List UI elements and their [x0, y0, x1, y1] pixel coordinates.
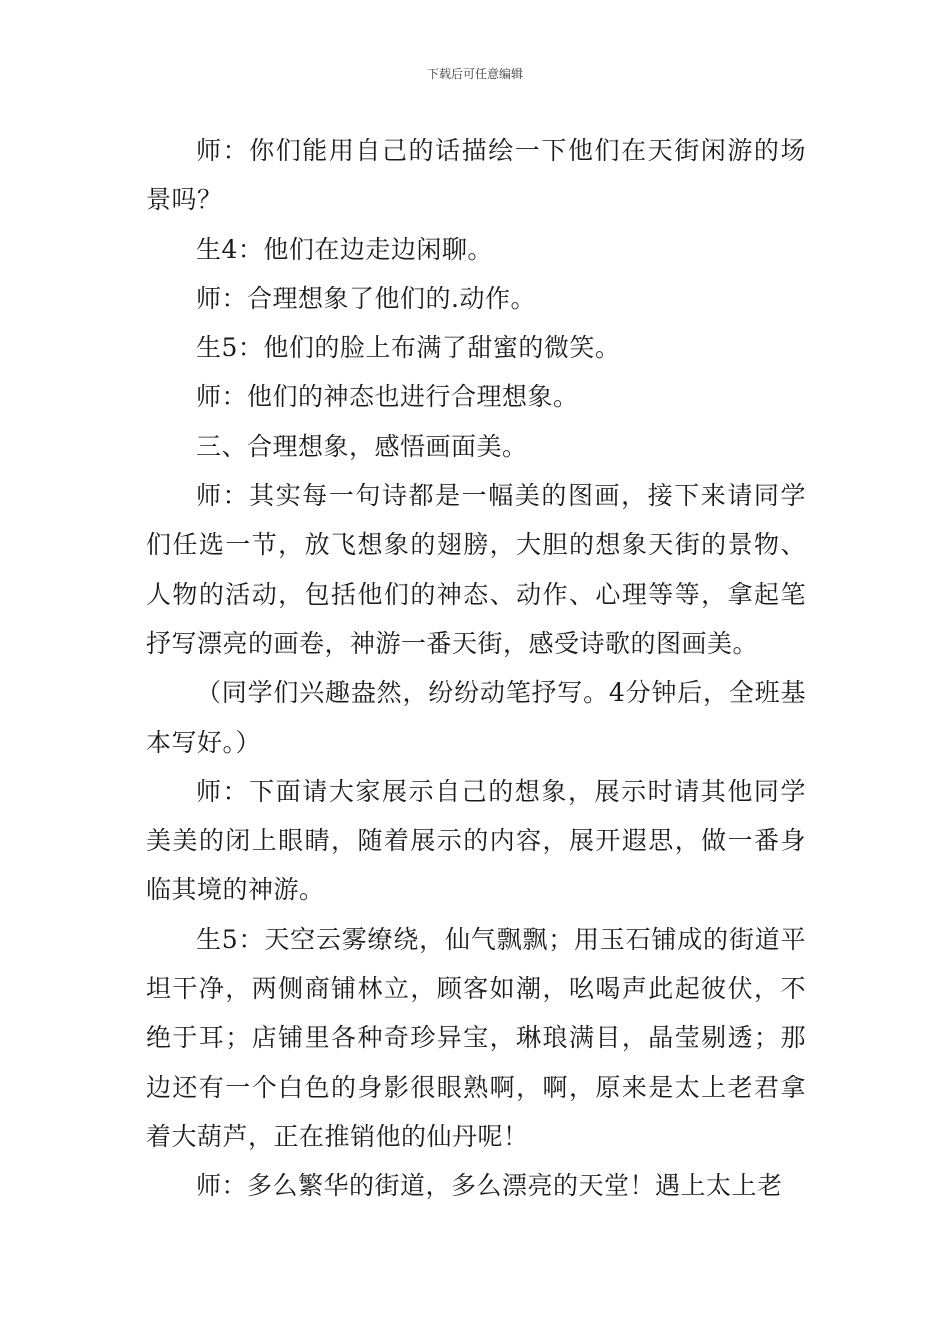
document-body — [146, 126, 806, 1211]
paragraph-teacher-action: 师：合理想象了他们的.动作。 — [196, 283, 536, 313]
paragraph-teacher-praise: 师：多么繁华的街道，多么漂亮的天堂！遇上太上老 — [196, 1171, 783, 1201]
paragraph-teacher-expression: 师：他们的神态也进行合理想象。 — [196, 382, 579, 412]
paragraph-student-5-scene: 生5：天空云雾缭绕，仙气飘飘；用玉石铺成的街道平坦干净，两侧商铺林立，顾客如潮，吆喝声此起彼伏，不绝于耳；店铺里各种奇珍异宝，琳琅满目，晶莹剔透；那边还有一个白色的身影很眼熟啊，啊，原来是太上老君拿着大葫芦，正在推销他的仙丹呢！ — [146, 924, 806, 1151]
section-heading-three: 三、合理想象，感悟画面美。 — [196, 431, 528, 461]
paragraph-class-note: （同学们兴趣盎然，纷纷动笔抒写。4分钟后，全班基本写好。） — [146, 678, 806, 757]
page-header: 下载后可任意编辑 — [426, 67, 523, 81]
paragraph-teacher-question: 师：你们能用自己的话描绘一下他们在天街闲游的场景吗？ — [146, 136, 806, 215]
paragraph-teacher-task: 师：其实每一句诗都是一幅美的图画，接下来请同学们任选一节，放飞想象的翅膀，大胆的想象天街的景物、人物的活动，包括他们的神态、动作、心理等等，拿起笔抒写漂亮的画卷，神游一番天街，感受诗歌的图画美。 — [146, 481, 806, 658]
paragraph-student-4: 生4：他们在边走边闲聊。 — [196, 234, 493, 264]
paragraph-student-5-smile: 生5：他们的脸上布满了甜蜜的微笑。 — [196, 333, 621, 363]
paragraph-teacher-display: 师：下面请大家展示自己的想象，展示时请其他同学美美的闭上眼睛，随着展示的内容，展开遐思，做一番身临其境的神游。 — [146, 776, 806, 905]
